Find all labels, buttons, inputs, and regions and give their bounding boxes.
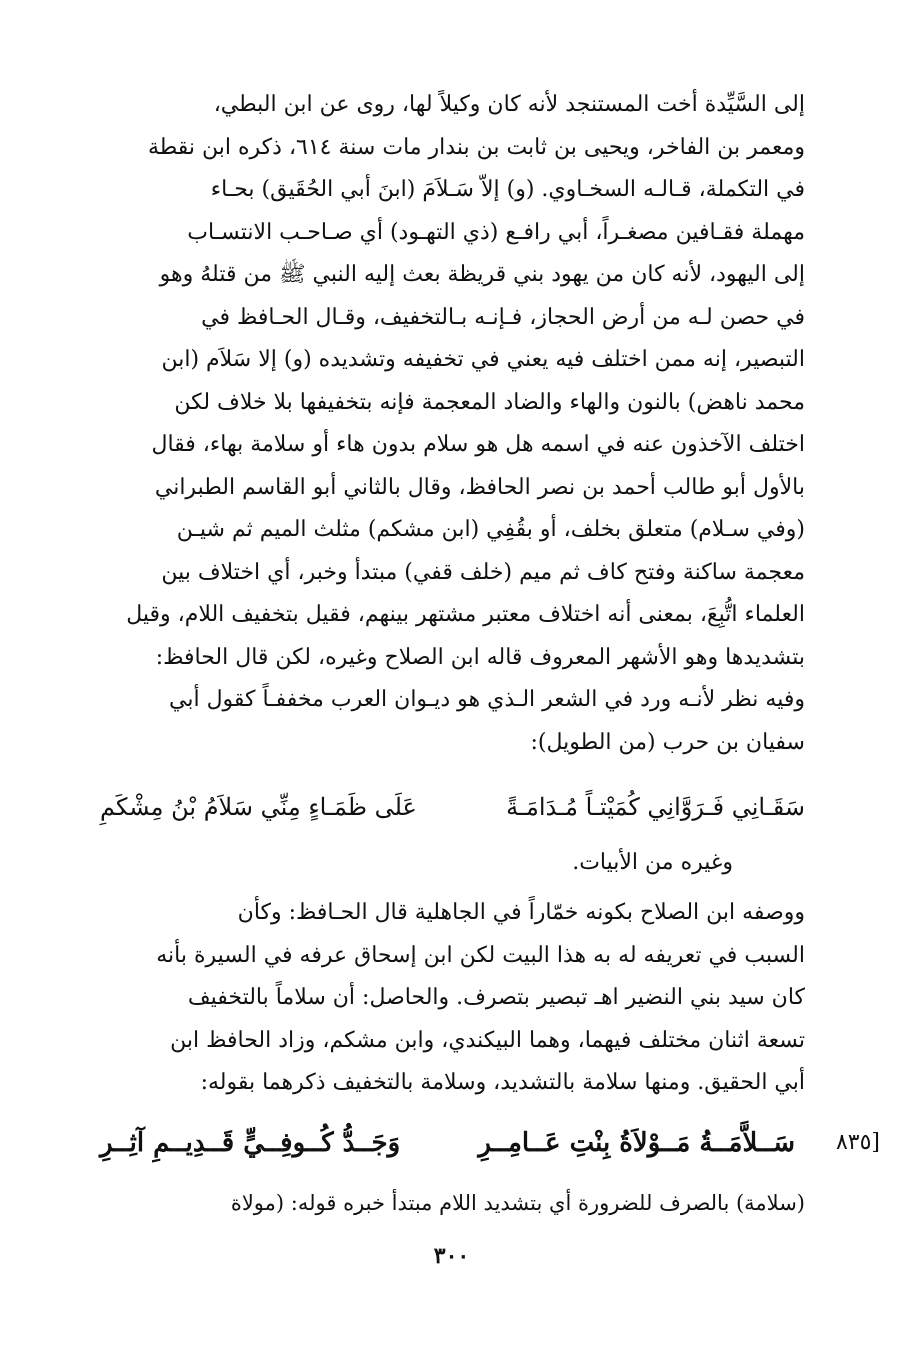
text-line: السبب في تعريفه له به هذا البيت لكن ابن إسحاق عرفه في السيرة بأنه [156,942,805,968]
text-line: التبصير، إنه ممن اختلف فيه يعني في تخفيفه وتشديده (و) إلا سَلاَم (ابن [161,347,805,372]
poem-first-hemistich: سَــلاَّمَــةُ مَــوْلاَةُ بِنْتِ عَــامِــرِ [478,1128,795,1158]
text-line: بالأول أبو طالب أحمد بن نصر الحافظ، وقال بالثاني أبو القاسم الطبراني [154,474,805,500]
poem-line-number: [٨٣٥ [835,1130,880,1155]
text-line: إلى السَّيِّدة أخت المستنجد لأنه كان وكيلاً لها، روى عن ابن البطي، [213,92,805,117]
poem-second-hemistich: وَجَــدُّ كُــوفِــيٍّ قَــدِيــمِ آثِــرِ [100,1128,401,1158]
text-line: مهملة فقـافين مصغـراً، أبي رافـع (ذي التهـود) أي صـاحـب الانتسـاب [187,219,805,245]
paragraph-top [100,84,805,764]
quoted-verse [100,782,805,832]
text-line: محمد ناهض) بالنون والهاء والضاد المعجمة فإنه بتخفيفها بلا خلاف لكن [174,389,805,415]
verse-first-hemistich: سَقَـانِي فَـرَوَّانِي كُمَيْتـاً مُـدَامَـةً [506,793,805,821]
paragraph-middle [100,892,805,1105]
verse-second-hemistich: عَلَى ظَمَـاءٍ مِنِّي سَلاَمُ بْنُ مِشْكَمِ [100,793,417,821]
text-line: في حصن لـه من أرض الحجاز، فـإنـه بـالتخفيف، وقـال الحـافظ في [201,304,805,330]
text-line: اختلف الآخذون عنه في اسمه هل هو سلام بدون هاء أو سلامة بهاء، فقال [151,432,805,457]
text-line: معجمة ساكنة وفتح كاف ثم ميم (خلف قفي) مبتدأ وخبر، أي اختلاف بين [161,559,805,585]
text-line: كان سيد بني النضير اهـ تبصير بتصرف. والحاصل: أن سلاماً بالتخفيف [187,985,805,1010]
text-line: إلى اليهود، لأنه كان من يهود بني قريظة بعث إليه النبي ﷺ من قتلهُ وهو [159,262,805,287]
text-line: (وفي سـلام) متعلق بخلف، أو بقُفِي (ابن مشكم) مثلث الميم ثم شيـن [176,517,805,542]
text-line: سفيان بن حرب (من الطويل): [530,729,805,755]
text-line: في التكملة، قـالـه السخـاوي. (و) إلاّ سَـلاَمَ (ابنَ أبي الحُقَيق) بحـاء [210,177,805,202]
text-line: بتشديدها وهو الأشهر المعروف قاله ابن الصلاح وغيره، لكن قال الحافظ: [155,644,805,670]
text-line: وفيه نظر لأنـه ورد في الشعر الـذي هو ديـوان العرب مخففـاً كقول أبي [169,687,805,712]
poem-line [100,1118,880,1168]
page-number: ٣٠٠ [433,1243,470,1269]
text-line: أبي الحقيق. ومنها سلامة بالتشديد، وسلامة بالتخفيف ذكرهما بقوله: [200,1070,805,1095]
text-line: ومعمر بن الفاخر، ويحيى بن ثابت بن بندار مات سنة ٦١٤، ذكره ابن نقطة [147,134,805,160]
text-line: تسعة اثنان مختلف فيهما، وهما البيكندي، وابن مشكم، وزاد الحافظ ابن [170,1027,805,1053]
after-verse-text: وغيره من الأبيات. [572,850,733,875]
text-line: ووصفه ابن الصلاح بكونه خمّاراً في الجاهلية قال الحـافظ: وكأن [237,900,805,925]
text-line: العلماء اتُّبِعَ، بمعنى أنه اختلاف معتبر مشتهر بينهم، فقيل بتخفيف اللام، وقيل [126,602,805,627]
commentary-line: (سلامة) بالصرف للضرورة أي بتشديد اللام مبتدأ خبره قوله: (مولاة [230,1191,805,1215]
